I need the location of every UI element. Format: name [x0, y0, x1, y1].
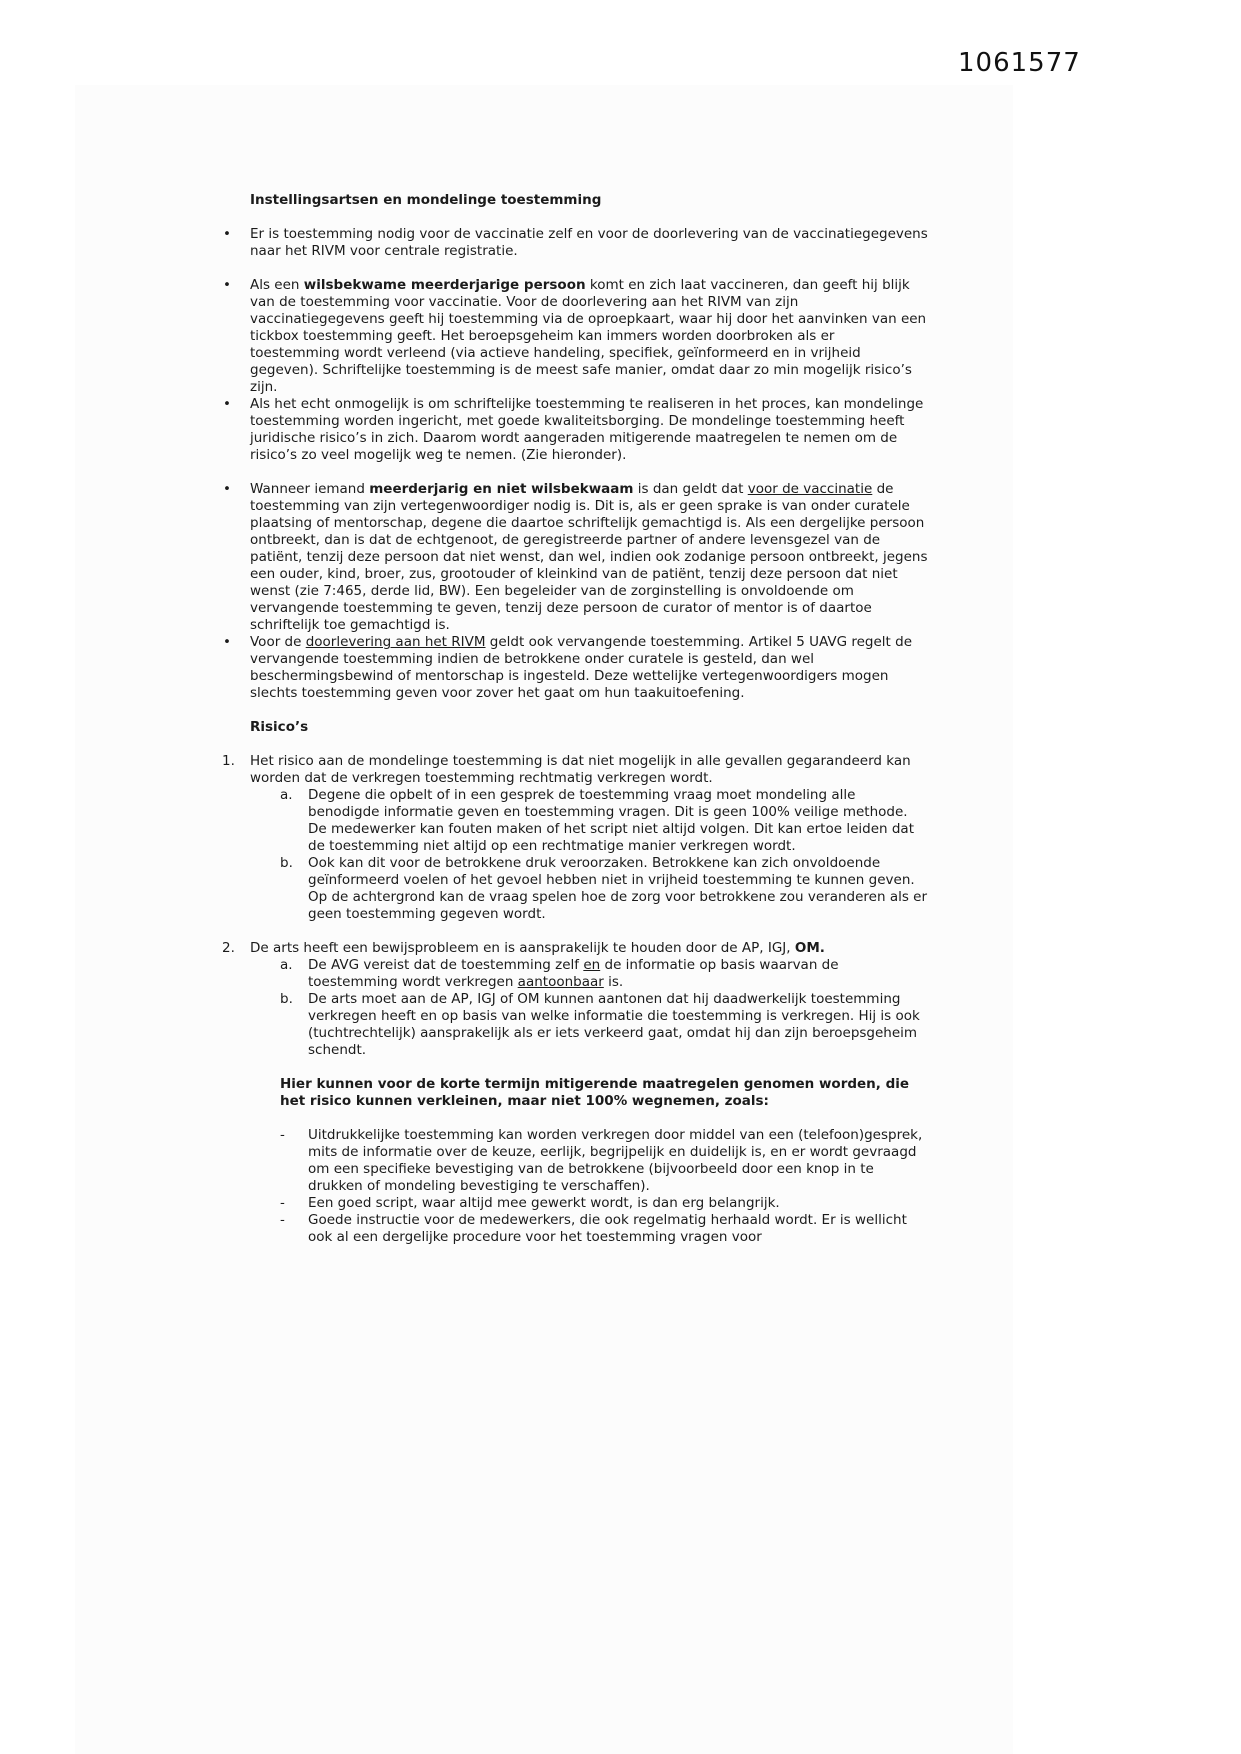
bullet-item	[222, 226, 928, 260]
paragraph-text: Goede instructie voor de medewerkers, die ook regelmatig herhaald wordt. Er is wellicht ook al een dergelijke procedure voor het toestemming vragen voor	[308, 1212, 907, 1245]
paragraph-text: Een goed script, waar altijd mee gewerkt wordt, is dan erg belangrijk.	[308, 1195, 780, 1211]
list-marker: a.	[280, 787, 293, 803]
paragraph-text: Risico’s	[250, 719, 309, 735]
paragraph-text: Als het echt onmogelijk is om schriftelijke toestemming te realiseren in het proces, kan mondelinge toestemming worden ingericht, met goede kwaliteitsborging. De mondelinge toestemming heeft juridische risico’s in zich. Daarom wordt aangeraden mitigerende maatregelen te nemen om de risico’s zo veel mogelijk weg te nemen. (Zie hieronder).	[250, 396, 924, 463]
paragraph-text: Uitdrukkelijke toestemming kan worden verkregen door middel van een (telefoon)gesprek, mits de informatie over de keuze, eerlijk, begrijpelijk en duidelijk is, en er wordt gevraagd om een specifieke bevestiging van de betrokkene (bijvoorbeeld door een knop in te drukken of mondeling bevestiging te verschaffen).	[308, 1127, 923, 1194]
list-marker: •	[223, 226, 231, 242]
dash-item	[222, 1195, 928, 1212]
paragraph-text: Wanneer iemand meerderjarig en niet wilsbekwaam is dan geldt dat voor de vaccinatie de toestemming van zijn vertegenwoordiger nodig is. Dit is, als er geen sprake is van onder curatele plaatsing of mentorschap, degene die daartoe schriftelijk gemachtigd is. Als een dergelijke persoon ontbreekt, dan is dat de echtgenoot, de geregistreerde partner of andere levensgezel van de patiënt, tenzij deze persoon dat niet wenst, dan wel, indien ook zodanige persoon ontbreekt, jegens een ouder, kind, broer, zus, grootouder of kleinkind van de patiënt, tenzij deze persoon dat niet wenst (zie 7:465, derde lid, BW). Een begeleider van de zorginstelling is onvoldoende om vervangende toestemming te geven, tenzij deze persoon de curator of mentor is of daartoe schriftelijk toe gemachtigd is.	[250, 481, 928, 633]
list-marker: b.	[280, 855, 293, 871]
paragraph-text: Als een wilsbekwame meerderjarige persoon komt en zich laat vaccineren, dan geeft hij blijk van de toestemming voor vaccinatie. Voor de doorlevering aan het RIVM van zijn vaccinatiegegevens geeft hij toestemming via de oproepkaart, waar hij door het aanvinken van een tickbox toestemming geeft. Het beroepsgeheim kan immers worden doorbroken als er toestemming wordt verleend (via actieve handeling, specifiek, geïnformeerd en in vrijheid gegeven). Schriftelijke toestemming is de meest safe manier, omdat daar zo min mogelijk risico’s zijn.	[250, 277, 927, 395]
dash-item	[222, 1127, 928, 1195]
section-heading	[222, 719, 928, 736]
list-marker: -	[280, 1212, 285, 1228]
bullet-item	[222, 634, 928, 702]
bullet-item	[222, 277, 928, 396]
paragraph-text: Het risico aan de mondelinge toestemming is dat niet mogelijk in alle gevallen gegarandeerd kan worden dat de verkregen toestemming rechtmatig verkregen wordt.	[250, 753, 911, 786]
paragraph-text: Ook kan dit voor de betrokkene druk veroorzaken. Betrokkene kan zich onvoldoende geïnformeerd voelen of het gevoel hebben niet in vrijheid toestemming te kunnen geven. Op de achtergrond kan de vraag spelen hoe de zorg voor betrokkene zou veranderen als er geen toestemming gegeven wordt.	[308, 855, 928, 922]
paragraph-text: Hier kunnen voor de korte termijn mitigerende maatregelen genomen worden, die het risico kunnen verkleinen, maar niet 100% wegnemen, zoals:	[280, 1076, 910, 1109]
list-marker: •	[223, 396, 231, 412]
paragraph-text: Degene die opbelt of in een gesprek de toestemming vraag moet mondeling alle benodigde informatie geven en toestemming vragen. Dit is geen 100% veilige methode. De medewerker kan fouten maken of het script niet altijd volgen. Dit kan ertoe leiden dat de toestemming niet altijd op een rechtmatige manier verkregen wordt.	[308, 787, 914, 854]
sub-item	[222, 991, 928, 1059]
paragraph-text: De arts moet aan de AP, IGJ of OM kunnen aantonen dat hij daadwerkelijk toestemming verkregen heeft en op basis van welke informatie die toestemming is verkregen. Hij is ook (tuchtrechtelijk) aansprakelijk als er iets verkeerd gaat, omdat hij dan zijn beroepsgeheim schendt.	[308, 991, 920, 1058]
list-marker: •	[223, 481, 231, 497]
dash-item	[222, 1212, 928, 1246]
sub-item	[222, 787, 928, 855]
numbered-item	[222, 753, 928, 787]
bullet-item	[222, 396, 928, 464]
list-marker: •	[223, 277, 231, 293]
list-marker: •	[223, 634, 231, 650]
numbered-item	[222, 940, 928, 957]
section-heading	[222, 192, 928, 209]
sub-item	[222, 855, 928, 923]
list-marker: 2.	[222, 940, 235, 956]
bullet-item	[222, 481, 928, 634]
list-marker: -	[280, 1127, 285, 1143]
list-marker: -	[280, 1195, 285, 1211]
document-blocks	[222, 192, 928, 1246]
list-marker: 1.	[222, 753, 235, 769]
sub-item	[222, 957, 928, 991]
bold-paragraph	[222, 1076, 928, 1110]
page-number: 1061577	[958, 48, 1081, 78]
list-marker: a.	[280, 957, 293, 973]
list-marker: b.	[280, 991, 293, 1007]
paragraph-text: Instellingsartsen en mondelinge toestemming	[250, 192, 602, 208]
paragraph-text: De arts heeft een bewijsprobleem en is aansprakelijk te houden door de AP, IGJ, OM.	[250, 940, 825, 956]
paragraph-text: Voor de doorlevering aan het RIVM geldt ook vervangende toestemming. Artikel 5 UAVG regelt de vervangende toestemming indien de betrokkene onder curatele is gesteld, dan wel beschermingsbewind of mentorschap is ingesteld. Deze wettelijke vertegenwoordigers mogen slechts toestemming geven voor zover het gaat om hun taakuitoefening.	[250, 634, 913, 701]
paragraph-text: De AVG vereist dat de toestemming zelf en de informatie op basis waarvan de toestemming wordt verkregen aantoonbaar is.	[308, 957, 839, 990]
paragraph-text: Er is toestemming nodig voor de vaccinatie zelf en voor de doorlevering van de vaccinatiegegevens naar het RIVM voor centrale registratie.	[250, 226, 928, 259]
